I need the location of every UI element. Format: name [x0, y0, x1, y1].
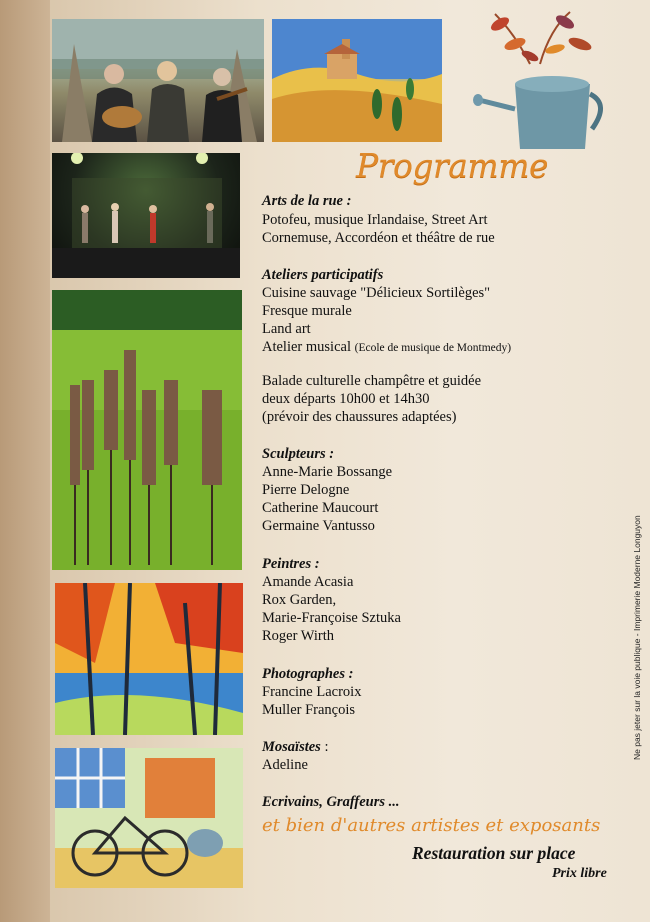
mosaistes-heading-label: Mosaïstes [262, 739, 321, 755]
balade-line1: Balade culturelle champêtre et guidée [262, 373, 482, 389]
balade-line3: (prévoir des chaussures adaptées) [262, 409, 457, 425]
ateliers-line1: Cuisine sauvage "Délicieux Sortilèges" [262, 285, 491, 301]
arts-rue-heading: Arts de la rue : [262, 193, 352, 209]
printer-credit: Ne pas jeter sur la voie publique - Imprimerie Moderne Longuyon [632, 515, 642, 760]
mosaistes-heading [262, 738, 328, 756]
stage-concert-photo [52, 153, 240, 278]
restauration-text: Restauration sur place [412, 843, 576, 863]
mosaiste-name: Adeline [262, 757, 308, 773]
ateliers-line4 [262, 338, 511, 357]
ecrivains-heading: Ecrivains, Graffeurs ... [262, 794, 400, 810]
photographes-heading: Photographes : [262, 666, 354, 682]
ateliers-line4-label: Atelier musical [262, 339, 351, 355]
sculpteur-name: Germaine Vantusso [262, 518, 375, 534]
watering-can-illustration [470, 4, 610, 154]
photographe-name: Francine Lacroix [262, 684, 362, 700]
peintre-name: Rox Garden, [262, 592, 337, 608]
peintre-name: Roger Wirth [262, 628, 335, 644]
sculpteurs-heading: Sculpteurs : [262, 446, 335, 462]
mosaistes-heading-suffix: : [320, 739, 329, 755]
peintre-name: Amande Acasia [262, 574, 354, 590]
sculpteur-name: Anne-Marie Bossange [262, 464, 393, 480]
prix-libre-text: Prix libre [552, 866, 607, 881]
ateliers-line3: Land art [262, 321, 311, 337]
musicians-photo [52, 19, 264, 142]
balade-line2: deux départs 10h00 et 14h30 [262, 391, 430, 407]
photographe-name: Muller François [262, 702, 356, 718]
ateliers-line2: Fresque murale [262, 303, 352, 319]
peintres-heading: Peintres : [262, 556, 320, 572]
village-painting [272, 19, 442, 142]
bicycle-painting [55, 748, 243, 888]
tagline: et bien d'autres artistes et exposants [262, 815, 601, 836]
arts-rue-line2: Cornemuse, Accordéon et théâtre de rue [262, 230, 495, 246]
ateliers-line4-note: (Ecole de musique de Montmedy) [354, 342, 512, 354]
programme-title: Programme [356, 146, 549, 185]
sculpteur-name: Catherine Maucourt [262, 500, 379, 516]
forest-painting [55, 583, 243, 735]
left-paper-band [0, 0, 50, 922]
arts-rue-line1: Potofeu, musique Irlandaise, Street Art [262, 212, 488, 228]
ateliers-heading: Ateliers participatifs [262, 267, 384, 283]
sculpteur-name: Pierre Delogne [262, 482, 350, 498]
peintre-name: Marie-Françoise Sztuka [262, 610, 401, 626]
sculptures-photo [52, 290, 242, 570]
